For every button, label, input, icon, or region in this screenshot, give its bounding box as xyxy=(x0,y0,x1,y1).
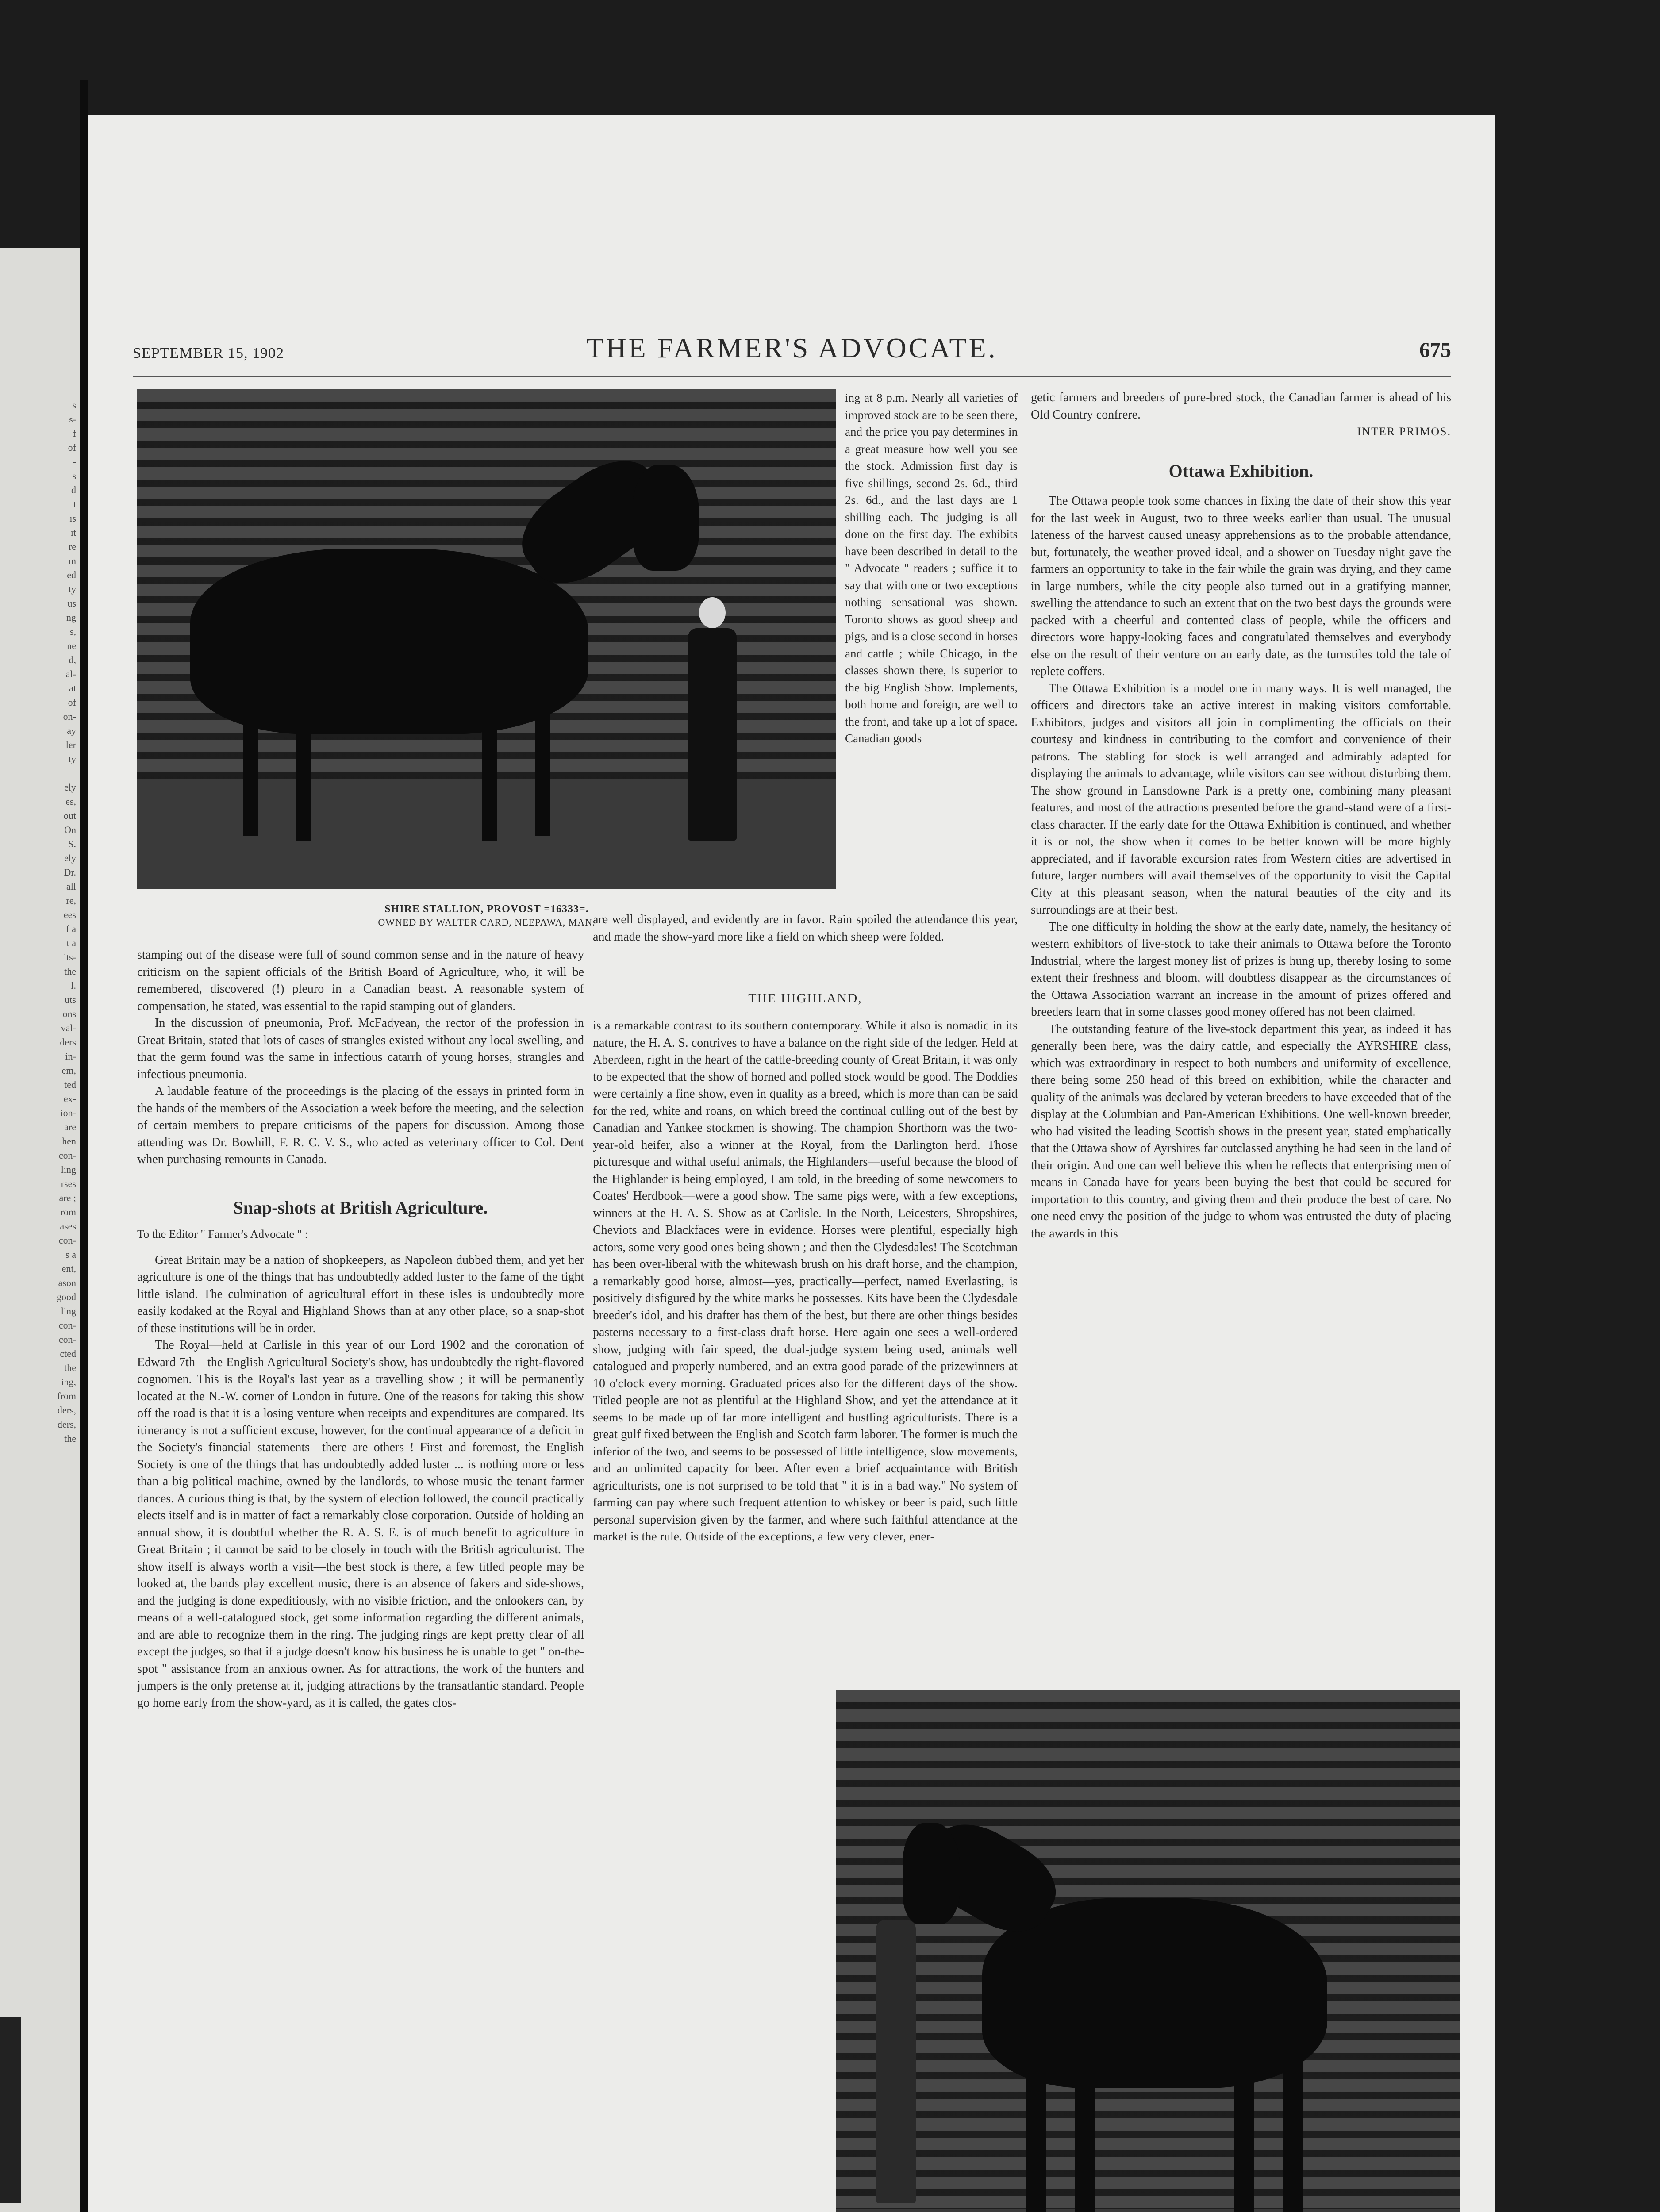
column-2-continuation xyxy=(593,911,1018,984)
signature: INTER PRIMOS. xyxy=(1357,425,1451,438)
horse-leg xyxy=(1234,2062,1254,2212)
article-heading: Ottawa Exhibition. xyxy=(1168,461,1314,481)
paragraph: The Ottawa people took some chances in fixing the date of their show this year for the last week in August, two to three weeks earlier than usual. The unusual lateness of the harvest caused uneasy apprehensions as to the probable attendance, but, fortunately, the weather proved ideal, and a shower on Tuesday night gave the farmers an opportunity to take in the fair while the grain was drying, and they came in large numbers, while the city people also turned out in a gratifying manner, swelling the attendance to such an extent that on the two best days the grounds were packed with a cheerful and contented class of people, while the officers and directors wore happy-looking faces and congratulated themselves and everybody else on the result of their venture on an early date, as the turnstiles told the tale of replete coffers. xyxy=(1031,494,1451,678)
caption-title: SHIRE STALLION, PROVOST =16333=. xyxy=(384,903,589,915)
horse-head xyxy=(903,1823,960,1924)
horse-leg xyxy=(1026,2062,1046,2212)
paragraph: The one difficulty in holding the show at the early date, namely, the hesitancy of western exhibitors of live-stock to take their animals to Ottawa before the Toronto Industrial, where the largest money list of prizes is hung up, thereby losing to some extent their freshness and bloom, will doubtless disappear as the circumstances of the Ottawa Association warrant an increase in the amount of prizes offered and breeders learn that in some classes good money offered has not been claimed. xyxy=(1031,920,1451,1019)
paragraph: stamping out of the disease were full of sound common sense and in the nature of heavy criticism on the sapient officials of the British Board of Agriculture, who, it will be remembered, discovered (!) pleuro in a Canadian beast. A reasonable system of compensation, he stated, was essential to the rapid stamping out of glanders. xyxy=(137,948,584,1013)
horse-leg xyxy=(296,708,311,841)
masthead-title: THE FARMER'S ADVOCATE. xyxy=(586,332,998,364)
photo-shire-stallion xyxy=(137,389,836,889)
handler-figure xyxy=(876,1920,916,2203)
article-heading: Snap-shots at British Agriculture. xyxy=(233,1197,488,1217)
page-number: 675 xyxy=(1419,338,1451,362)
left-page-fragment xyxy=(0,248,80,2212)
column-1 xyxy=(137,947,584,2212)
paragraph: getic farmers and breeders of pure-bred stock, the Canadian farmer is ahead of his Old Country confrere. xyxy=(1031,391,1451,422)
salutation: To the Editor " Farmer's Advocate " : xyxy=(137,1228,308,1240)
subhead-highland: THE HIGHLAND, xyxy=(748,991,862,1006)
paragraph: is a remarkable contrast to its southern contemporary. While it also is nomadic in its nature, the H. A. S. contrives to have a balance on the right side of the ledger. Held at Aberdeen, right in the heart of the cattle-breeding county of Great Britain, it was only to be expected that the show of horned and polled stock would be good. The Doddies were certainly a fine show, even in quality as a breed, which is more than can be said for the red, white and roans, on which breed the continual culling out of the best by Canadian and Yankee stockmen is showing. The champion Shorthorn was the two-year-old heifer, also a winner at the Royal, from the Darlington herd. Those picturesque and withal useful animals, the Highlanders—useful because the blood of the Highlander is being employed, I am told, in the breeding of some newcomers to Coates' Herdbook—were a good show. The same pigs were, with a few exceptions, winners at the H. A. S. Show as at Carlisle. In the North, Leicesters, Shropshires, Cheviots and Blackfaces were in evidence. Horses were plentiful, especially high actors, some very good ones being shown ; and then the Clydesdales! The Scotchman has been over-liberal with the whitewash brush on his draft horse, and the champion, a remarkably good horse, almost—yes, practically—perfect, named Everlasting, is positively disfigured by the white marks he possesses. Kits have been the Clydesdale breeder's idol, and his drafter has them of the best, but there are other things besides pasterns necessary to a first-class draft horse. Here again one sees a well-ordered show, judging with fair speed, the dual-judge system being used, animals well catalogued and properly numbered, and an extra good parade of the prizewinners at 10 o'clock every morning. Graduated prices also for the different days of the show. Titled people are not as plentiful at the Highland Show, and yet the attendance at it seems to be made up of far more intelligent and hustling agriculturists. There is a great gulf fixed between the English and Scotch farm laborer. The former is much the inferior of the two, and seems to be possessed of little intelligence, slow movements, and an unlimited capacity for beer. After even a brief acquaintance with British agriculturists, one is not surprised to be told that " it is in a bad way." No system of farming can pay where such frequent attention to whiskey or beer is paid, such little personal supervision given by the farmer, and where such faithful attendance at the market is the rule. Outside of the exceptions, a few very clever, ener- xyxy=(593,1019,1018,1544)
paragraph: The Ottawa Exhibition is a model one in many ways. It is well managed, the officers and directors take an active interest in making visitors comfortable. Exhibitors, judges and visitors all join in complimenting the officials on their courtesy and kindness in contributing to the comfort and convenience of their patrons. The stabling for stock is well arranged and admirably adapted for displaying the animals to advantage, while visitors can see without disturbing them. The show ground in Lansdowne Park is a pretty one, combining many pleasant features, and most of the attractions presented before the grand-stand were of a first-class character. If the early date for the Ottawa Exhibition is continued, and whether it is or not, the show when it comes to be better known will be more highly appreciated, and if favorable excursion rates from Western cities are advertised in future, larger numbers will avail themselves of the opportunity to visit the Capital City at this pleasant season, when the natural beauties of the city and its surroundings are at their best. xyxy=(1031,681,1451,917)
paragraph: The outstanding feature of the live-stock department this year, as indeed it has generally been here, was the dairy cattle, and especially the AYRSHIRE class, which was extraordinary in respect to both numbers and uniformity of excellence, there being some 250 head of this breed on exhibition, while the character and quality of the animals was declared by veteran breeders to have exceeded that of the display at the Columbian and Pan-American Exhibitions. One well-known breeder, who had visited the leading Scottish shows in the present year, stated emphatically that the Ottawa show of Ayrshires far outclassed anything he had seen in the land of their origin. And one can well believe this when he reflects that enterprising men of means in Canada have for years been buying the best that could be secured for importation to this country, and giving them and their produce the best of care. No one need envy the position of the judge to whom was entrusted the duty of placing the awards in this xyxy=(1031,1022,1451,1240)
book-spine xyxy=(80,80,88,2212)
page-header xyxy=(133,332,1451,372)
handler-head xyxy=(699,597,726,628)
newspaper-page xyxy=(88,283,1495,2212)
paragraph: The Royal—held at Carlisle in this year of our Lord 1902 and the coronation of Edward 7th—the English Agricultural Society's show, has undoubtedly the right-flavored cognomen. This is the Royal's last year as a travelling show ; it will be permanently located at the N.-W. corner of London in future. One of the reasons for taking this show off the road is that it is a losing venture when receipts and expenditures are compared. Its itinerancy is not a sufficient excuse, however, for the continual appearance of a deficit in the Society's financial statements—there are others ! First and foremost, the English Society is one of the things that has undoubtedly added luster ... is nothing more or less than a big political machine, owned by the landlords, to whose music the tenant farmer dances. A curious thing is that, by the system of election followed, the council practically elects itself and is in matter of fact a remarkably close corporation. Outside of holding an annual show, it is doubtful whether the R. A. S. E. is of much benefit to agriculture in Great Britain ; it cannot be said to be closely in touch with the British agriculturist. The show itself is always worth a visit—the best stock is there, a few titled people may be looked at, the bands play excellent music, there is an absence of fakers and side-shows, and the judging is done expeditiously, with no visible friction, and the onlookers can, by means of a well-catalogued stock, get some information regarding the different animals, and are able to recognize them in the ring. The judging rings are kept pretty clear of all except the judges, so that if a judge doesn't know his business he is unable to get " on-the-spot " assistance from an anxious owner. As for attractions, the work of the hunters and jumpers is the only pretense at it, judging attractions by the transatlantic standard. People go home early from the show-yard, as it is called, the gates clos- xyxy=(137,1338,584,1710)
horse-leg xyxy=(535,708,550,836)
horse-leg xyxy=(1283,2062,1303,2212)
paragraph: ing at 8 p.m. Nearly all varieties of improved stock are to be seen there, and the price you pay determines in a great measure how well you see the stock. Admission first day is five shillings, second 2s. 6d., third 2s. 6d., and the last days are 1 shilling each. The judging is all done on the first day. The exhibits have been described in detail to the " Advocate " readers ; suffice it to say that with one or two exceptions nothing sensational was shown. Toronto shows as good sheep and pigs, and is a close second in horses and cattle ; while Chicago, in the classes shown there, is superior to the big English Show. Implements, both home and foreign, are well to the front, and take up a lot of space. Canadian goods xyxy=(845,391,1018,745)
paragraph: Great Britain may be a nation of shopkeepers, as Napoleon dubbed them, and yet her agriculture is one of the things that has undoubtedly added luster to the fame of the tight little island. The culmination of agricultural effort in these isles is undoubtedly more easily kodaked at the Royal and Highland Shows than at any other place, so a snap-shot of these institutions will be in order. xyxy=(137,1253,584,1335)
paragraph: are well displayed, and evidently are in favor. Rain spoiled the attendance this year, and made the show-yard more like a field on which sheep were folded. xyxy=(593,913,1018,944)
caption-owner: OWNED BY WALTER CARD, NEEPAWA, MAN. xyxy=(378,917,596,928)
column-2 xyxy=(593,1018,1018,1796)
header-rule xyxy=(133,376,1451,377)
page-top-margin xyxy=(88,115,1495,283)
horse-leg xyxy=(482,708,497,841)
paragraph: A laudable feature of the proceedings is the placing of the essays in printed form in the hands of the members of the Association a week before the meeting, and the selection of certain members to prepare criticisms of the papers for discussion. Among those attending was Dr. Bowhill, F. R. C. V. S., who acted as veterinary officer to Col. Dent when purchasing remounts in Canada. xyxy=(137,1084,584,1166)
horse-head xyxy=(633,465,699,571)
left-page-illustration xyxy=(0,2017,21,2203)
issue-date: SEPTEMBER 15, 1902 xyxy=(133,345,284,361)
handler-figure xyxy=(688,628,737,841)
column-2-top xyxy=(845,389,1018,911)
horse-leg xyxy=(243,708,258,836)
photo-prime-minister xyxy=(836,1690,1460,2212)
horse-body xyxy=(190,549,588,734)
column-3 xyxy=(1031,389,1451,1672)
paragraph: In the discussion of pneumonia, Prof. McFadyean, the rector of the profession in Great Britain, stated that lots of cases of strangles existed without any local swelling, and that the germ found was the same in infectious catarrh of young horses, strangles and infectious pneumonia. xyxy=(137,1016,584,1081)
horse-leg xyxy=(1075,2062,1095,2212)
ground-shadow xyxy=(836,2209,1460,2212)
left-page-text: s s- f of - s d t ıs ıt re ın ed ty us ng s, ne d, al- at of on- ay ler ty ely es, out On S. ely Dr. all re, ees f a t a its- the l. uts ons val- ders in- em, ted ex- ion- are hen con- ling rses are ; rom ases con- s a ent, ason good ling con- con- cted the ing, from ders, ders, the xyxy=(57,399,76,1444)
